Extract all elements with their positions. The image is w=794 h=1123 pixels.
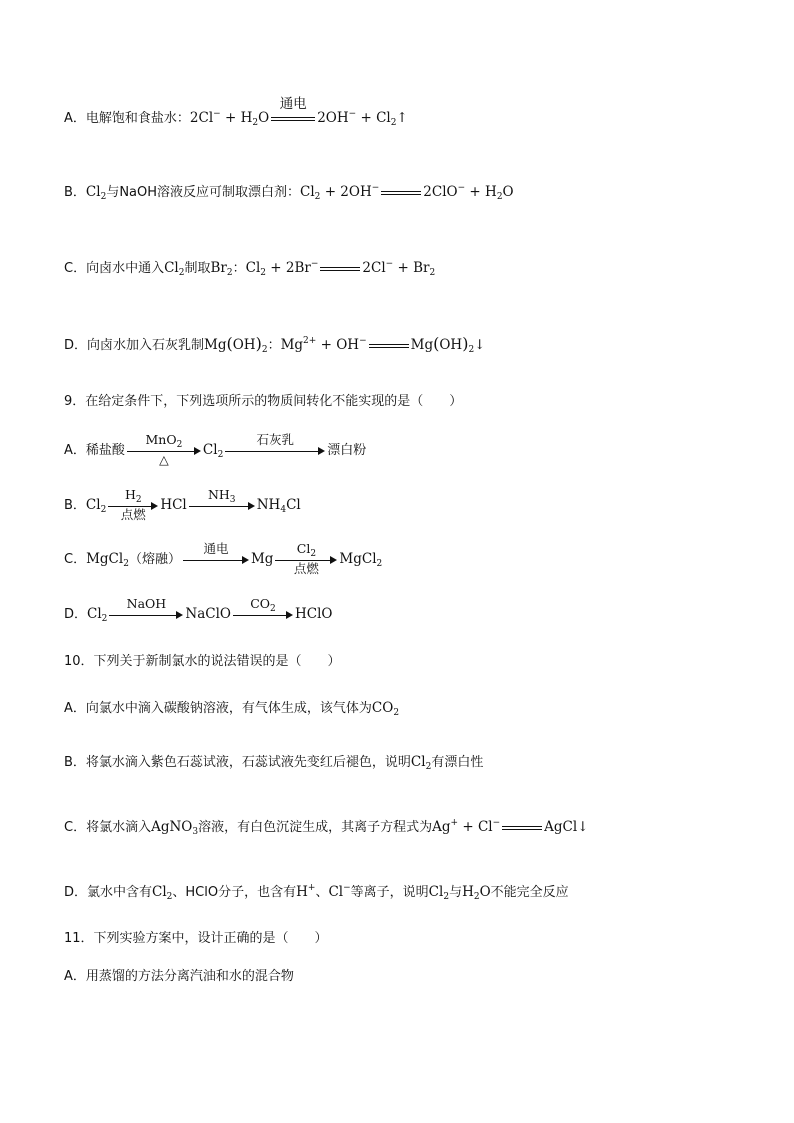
state-label: （熔融） [128,552,181,567]
option-a-prefix: A．电解饱和食盐水： [64,111,190,126]
q9-option-d: D．$Cl_2$ NaOH NaClO $CO_2$ HClO [64,595,333,624]
condition-label: 通电 [203,540,229,556]
option-b-prefix: B． [64,185,86,200]
reaction-arrow: $NH_3$ [189,496,255,516]
question-9-stem: 9．在给定条件下，下列选项所示的物质间转化不能实现的是（ ） [64,394,463,409]
equals-sign [369,336,409,356]
question-11-stem: 11．下列实验方案中，设计正确的是（ ） [64,931,328,946]
q8-option-a: A．电解饱和食盐水：$2Cl^- + H_2O$ 通电 $2OH^- + Cl_2↑$ [64,95,408,128]
option-c-text: 溶液，有白色沉淀生成，其离子方程式为 [198,820,433,835]
q10-option-c: C．将氯水滴入AgNO$_3$溶液，有白色沉淀生成，其离子方程式为Ag+ + Cl− AgCl↓ [64,818,589,837]
q9-option-c: C．MgCl$_2$（熔融） 通电 Mg $Cl_2$ 点燃 MgCl$_2$ [64,540,383,576]
option-c-text: 制取 [184,261,211,276]
option-c-prefix: C．向卤水中通入 [64,261,165,276]
reaction-arrow: $CO_2$ [233,605,293,625]
equals-sign [320,259,360,279]
reagent-label: NH [207,486,230,502]
option-b-prefix: B． [64,498,86,513]
reagent-label: MnO [145,431,177,447]
q10-option-b: B．将氯水滴入紫色石蕊试液，石蕊试液先变红后褪色，说明$Cl_2$有漂白性 [64,754,484,772]
heat-symbol: △ [159,451,169,467]
q10-option-d: D．氯水中含有$Cl_2$、HClO分子，也含有H+、Cl−等离子，说明$Cl_2$与$H_2O$不能完全反应 [64,883,569,902]
q8-option-b: B．$Cl_2$与NaOH溶液反应可制取漂白剂：$Cl_2 + 2OH^-$ $2ClO^- + H_2O$ [64,183,514,202]
q8-option-c: C．向卤水中通入$Cl_2$制取$Br_2$：$Cl_2 + 2Br^-$ $2Cl^- + Br_2$ [64,259,436,278]
option-c-prefix: C． [64,552,87,567]
reaction-arrow [183,540,249,570]
colon: ： [232,261,246,276]
reaction-arrow [225,431,325,461]
condition-label: 点燃 [120,506,146,522]
option-b-suffix: 有漂白性 [431,755,484,770]
product-label: 漂白粉 [327,443,367,458]
reaction-arrow: $Cl_2$ 点燃 [275,550,337,570]
condition-label: 通电 [279,95,307,112]
option-d-suffix: 不能完全反应 [490,885,569,900]
reagent-label: CO [250,595,271,611]
reagent-label: 石灰乳 [256,431,295,447]
option-d-text: 、HClO分子，也含有 [172,885,297,900]
equals-sign [381,183,421,203]
electrolysis-equals-sign [271,95,315,129]
separator: 、 [315,885,329,900]
option-b-text: B．将氯水滴入紫色石蕊试液，石蕊试液先变红后褪色，说明 [64,755,411,770]
reagent-label: Cl [296,540,311,556]
option-d-text: 与 [449,885,463,900]
q11-option-a: A．用蒸馏的方法分离汽油和水的混合物 [64,969,294,984]
reaction-arrow: MnO$_2$ △ [127,441,201,461]
option-c-prefix: C．将氯水滴入 [64,820,152,835]
reagent-label: H [124,486,136,502]
equals-sign [502,818,542,838]
option-d-prefix: D．向卤水加入石灰乳制 [64,338,205,353]
option-a-text: A．向氯水中滴入碳酸钠溶液，有气体生成，该气体为 [64,701,372,716]
q10-option-a: A．向氯水中滴入碳酸钠溶液，有气体生成，该气体为$CO_2$ [64,700,400,718]
option-d-prefix: D． [64,607,88,622]
reaction-arrow [109,595,183,625]
reaction-arrow: $H_2$ 点燃 [108,496,158,516]
option-b-text: 与NaOH溶液反应可制取漂白剂： [106,185,301,200]
condition-label: 点燃 [293,560,319,576]
option-a-prefix: A．稀盐酸 [64,443,125,458]
reagent-label: NaOH [126,595,167,611]
q8-option-d: D．向卤水加入石灰乳制$Mg(OH)_2$：$Mg^{2+} + OH^-$ $Mg(OH)_2↓$ [64,334,486,355]
q9-option-b: B．$Cl_2$ $H_2$ 点燃 HCl $NH_3$ $NH_4Cl$ [64,486,301,522]
option-d-prefix: D．氯水中含有 [64,885,153,900]
colon: ： [267,338,281,353]
option-d-text: 等离子，说明 [350,885,429,900]
q9-option-a: A．稀盐酸 MnO$_2$ △ $Cl_2$ 石灰乳 漂白粉 [64,431,367,467]
question-10-stem: 10．下列关于新制氯水的说法错误的是（ ） [64,654,341,669]
